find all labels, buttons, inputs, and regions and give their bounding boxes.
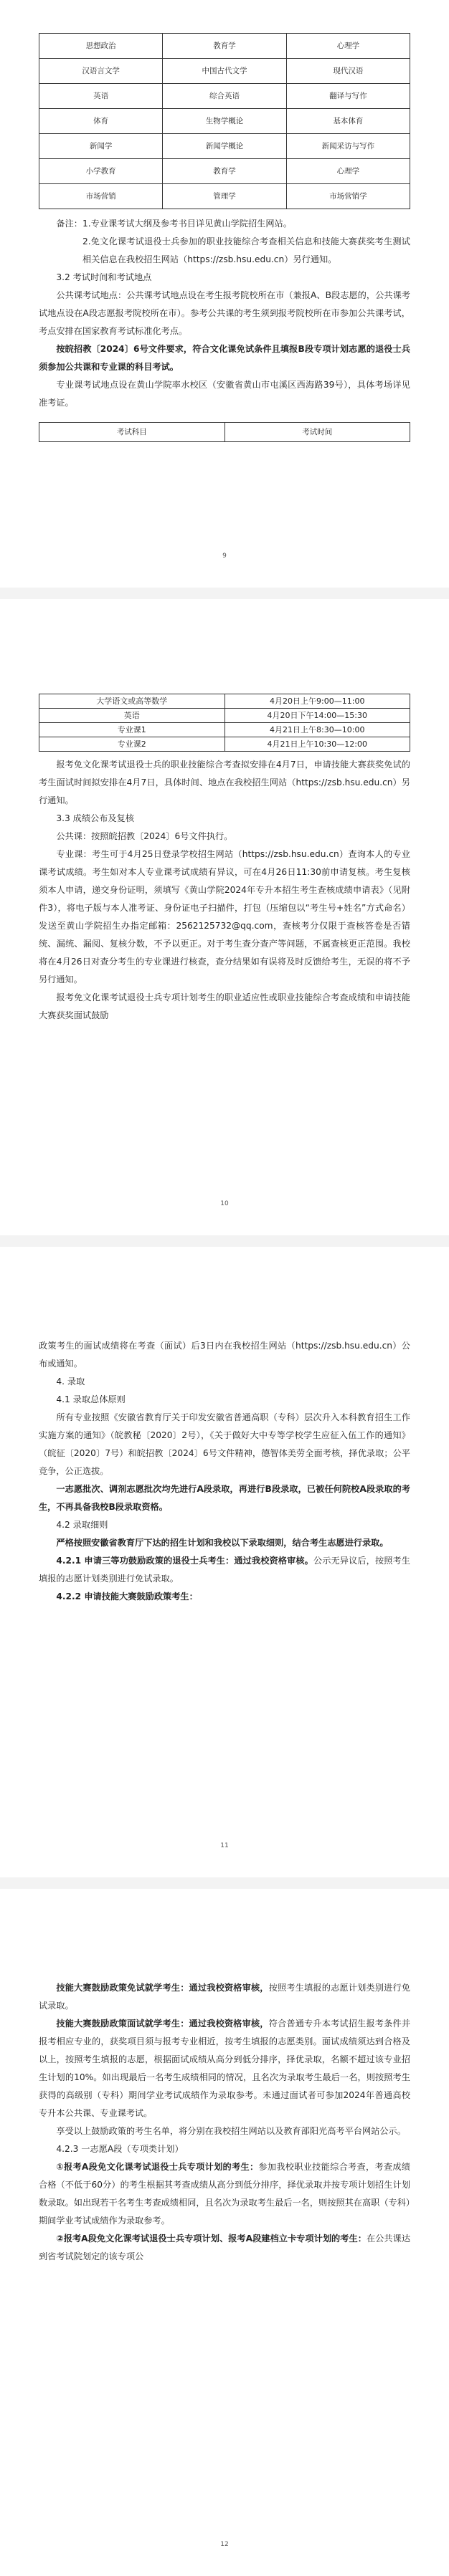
page-number: 12 xyxy=(220,2541,229,2548)
table-cell: 思想政治 xyxy=(39,34,163,59)
table-cell: 4月20日下午14:00—15:30 xyxy=(225,709,410,723)
table-cell: 基本体育 xyxy=(286,109,410,134)
bold-paragraph: 严格按照安徽省教育厅下达的招生计划和我校以下录取细则，结合考生志愿进行录取。 xyxy=(56,1538,389,1548)
bold-paragraph: 一志愿批次、调剂志愿批次均先进行A段录取，再进行B段录取，已被任何院校A段录取的考生，不再具备我校B段录取资格。 xyxy=(39,1484,410,1512)
schedule-table-header xyxy=(39,422,410,442)
table-cell: 小学教育 xyxy=(39,159,163,184)
paragraph-text: 按照考生填报的志愿计划类别进行免试录取。 xyxy=(39,1983,411,2011)
schedule-table-body xyxy=(39,694,410,752)
table-row xyxy=(39,723,410,737)
bold-lead: 技能大赛鼓励政策免试就学考生：通过我校资格审核， xyxy=(56,1983,269,1993)
table-cell: 4月21日上午10:30—12:00 xyxy=(225,737,410,752)
paragraph: 政策考生的面试成绩将在考查（面试）后3日内在我校招生网站（https://zsb.hsu.edu.cn）公布或通知。 xyxy=(39,1341,410,1369)
note-1: 备注：1.专业课考试大纲及参考书目详见黄山学院招生网站。 xyxy=(56,219,292,229)
table-header-cell: 考试时间 xyxy=(225,423,410,442)
bold-lead: 技能大赛鼓励政策面试就学考生：通过我校资格审核， xyxy=(56,2019,269,2029)
table-cell: 市场营销 xyxy=(39,184,163,209)
bold-paragraph: 按皖招教〔2024〕6号文件要求，符合文化课免试条件且填报B段专项计划志愿的退役士兵须参加公共课和专业课的科目考试。 xyxy=(39,344,410,372)
table-cell: 翻译与写作 xyxy=(286,84,410,109)
table-cell: 中国古代文学 xyxy=(163,59,286,84)
table-cell: 生物学概论 xyxy=(163,109,286,134)
table-cell: 现代汉语 xyxy=(286,59,410,84)
bold-lead: ①报考A段免文化课考试退役士兵专项计划的考生： xyxy=(56,2162,259,2172)
paragraph: 公共课考试地点：公共课考试地点设在考生报考院校所在市（兼报A、B段志愿的，公共课考试地点设在A段志愿报考院校所在市）。参考公共课的考生须到报考院校所在市参加公共课考试，考点安排在国家教育考试标准化考点。 xyxy=(39,290,410,336)
table-cell: 教育学 xyxy=(163,159,286,184)
paragraph: 所有专业按照《安徽省教育厅关于印发安徽省普通高职（专科）层次升入本科教育招生工作实施方案的通知》（皖教秘〔2020〕2号），《关于做好大中专等学校学生应征入伍工作的通知》（皖征〔2020〕7号）和皖招教〔2024〕6号文件精神，德智体美劳全面考核，择优录取；公平竞争，公正选拔。 xyxy=(39,1412,410,1476)
document-page-9 xyxy=(0,0,449,588)
subsection-heading-4-2-2: 4.2.2 申请技能大赛鼓励政策考生： xyxy=(56,1591,198,1601)
section-heading-3-2: 3.2 考试时间和考试地点 xyxy=(56,272,152,282)
table-row xyxy=(39,709,410,723)
subject-table xyxy=(39,33,410,209)
table-cell: 新闻学 xyxy=(39,134,163,159)
table-row xyxy=(39,134,410,159)
table-cell: 教育学 xyxy=(163,34,286,59)
schedule-table xyxy=(39,694,410,752)
table-row xyxy=(39,84,410,109)
table-row xyxy=(39,184,410,209)
table-cell: 市场营销学 xyxy=(286,184,410,209)
paragraph: 享受以上鼓励政策的考生名单，将分别在我校招生网站以及教育部阳光高考平台网站公示。 xyxy=(56,2126,406,2136)
table-header-cell: 考试科目 xyxy=(39,423,225,442)
table-cell: 体育 xyxy=(39,109,163,134)
table-cell: 心理学 xyxy=(286,34,410,59)
paragraph: 报考免文化课考试退役士兵专项计划考生的职业适应性或职业技能综合考查成绩和申请技能大赛获奖面试鼓励 xyxy=(39,992,410,1020)
section-heading-4-2: 4.2 录取细则 xyxy=(56,1520,108,1530)
table-row xyxy=(39,109,410,134)
paragraph: 报考免文化课考试退役士兵的职业技能综合考查拟安排在4月7日，申请技能大赛获奖免试的考生面试时间拟安排在4月7日，具体时间、地点在我校招生网站（https://zsb.hsu.edu.cn）另行通知。 xyxy=(39,760,410,805)
table-cell: 专业课1 xyxy=(39,723,225,737)
paragraph-text: 公示无异议后，按照考生填报的志愿计划类别进行免试录取。 xyxy=(39,1556,410,1584)
paragraph xyxy=(39,2015,410,2122)
paragraph-text: 符合普通专升本考试招生报考条件并报考相应专业的，获奖项目须与报考专业相近，按考生填报的志愿类别。面试成绩须达到合格及以上，按照考生填报的志愿，根据面试成绩从高分到低分排序，择优录取，名额不超过该专业招生计划的10%。如出现最后一名考生成绩相同的情况，且名次为录取考生最后一名，则按照考生获得的高级别（专科）期间学业考试成绩作为录取参考。未通过面试者可参加2024年普通高校专升本公共课、专业课考试。 xyxy=(39,2019,411,2118)
table-cell: 综合英语 xyxy=(163,84,286,109)
table-cell: 大学语文或高等数学 xyxy=(39,694,225,709)
table-cell: 英语 xyxy=(39,84,163,109)
table-cell: 4月21日上午8:30—10:00 xyxy=(225,723,410,737)
document-page-12 xyxy=(0,1889,449,2576)
paragraph xyxy=(39,1979,410,2015)
table-cell: 新闻学概论 xyxy=(163,134,286,159)
table-cell: 4月20日上午9:00—11:00 xyxy=(225,694,410,709)
table-cell: 专业课2 xyxy=(39,737,225,752)
page-number: 11 xyxy=(220,1842,229,1849)
paragraph-4-2-1 xyxy=(39,1552,410,1588)
table-row xyxy=(39,737,410,752)
paragraph: 专业课考试地点设在黄山学院率水校区（安徽省黄山市屯溪区西海路39号），具体考场详见准考证。 xyxy=(39,380,410,408)
table-cell: 英语 xyxy=(39,709,225,723)
table-row xyxy=(39,34,410,59)
paragraph-text: 参加我校职业技能综合考查，考查成绩合格（不低于60分）的考生根据其考查成绩从高分到低分排序，择优录取并按专项计划招生计划数录取。如出现若干名考生考查成绩相同，且名次为录取考生最后一名，则按照其在高职（专科）期间学业考试成绩作为录取参考。 xyxy=(39,2162,410,2226)
bold-lead: ②报考A段免文化课考试退役士兵专项计划、报考A段建档立卡专项计划的考生： xyxy=(56,2233,367,2244)
section-heading-4-2-3: 4.2.3 一志愿A段（专项类计划） xyxy=(56,2144,184,2154)
document-page-10 xyxy=(0,599,449,1235)
table-cell: 新闻采访与写作 xyxy=(286,134,410,159)
section-heading-4: 4. 录取 xyxy=(56,1376,85,1387)
paragraph xyxy=(39,2158,410,2230)
section-heading-4-1: 4.1 录取总体原则 xyxy=(56,1394,126,1404)
note-2: 2.免文化课考试退役士兵参加的职业技能综合考查相关信息和技能大赛获奖考生测试相关信息在我校招生网站（https://zsb.hsu.edu.cn）另行通知。 xyxy=(82,236,410,264)
paragraph-text: 在公共课达到省考试院划定的该专项公 xyxy=(39,2233,411,2261)
page-number: 9 xyxy=(222,552,227,560)
paragraph: 专业课：考生可于4月25日登录学校招生网站（https://zsb.hsu.edu.cn）查询本人的专业课考试成绩。考生如对本人专业课考试成绩有异议，可在4月26日11:30前申请复核。考生复核须本人申请，递交身份证明，须填写《黄山学院2024年专升本招生考生查核成绩申请表》（见附件3），将电子版与本人准考证、身份证电子扫描件，打包（压缩包以“考生号+姓名”方式命名）发送至黄山学院招生办指定邮箱：2562125732@qq.com，查核考分仅限于查核答卷是否错统、漏统、漏阅、复核分数，不予以更正。对于考生查分查产等问题，不属查核更正范围。我校将在4月26日对查分考生的专业课进行核查，查分结果如有误将及时反馈给考生，无误的将不予另行通知。 xyxy=(39,849,410,985)
table-cell: 管理学 xyxy=(163,184,286,209)
paragraph: 公共课：按照皖招教〔2024〕6号文件执行。 xyxy=(56,831,233,841)
document-page-11 xyxy=(0,1247,449,1877)
page-number: 10 xyxy=(220,1200,229,1207)
table-row xyxy=(39,159,410,184)
paragraph xyxy=(39,2230,410,2266)
table-row xyxy=(39,694,410,709)
table-cell: 心理学 xyxy=(286,159,410,184)
table-cell: 汉语言文学 xyxy=(39,59,163,84)
subject-table-body xyxy=(39,34,410,209)
section-heading-3-3: 3.3 成绩公布及复核 xyxy=(56,813,134,823)
bold-lead: 4.2.1 申请三等功鼓励政策的退役士兵考生：通过我校资格审核。 xyxy=(56,1556,313,1566)
table-row xyxy=(39,59,410,84)
